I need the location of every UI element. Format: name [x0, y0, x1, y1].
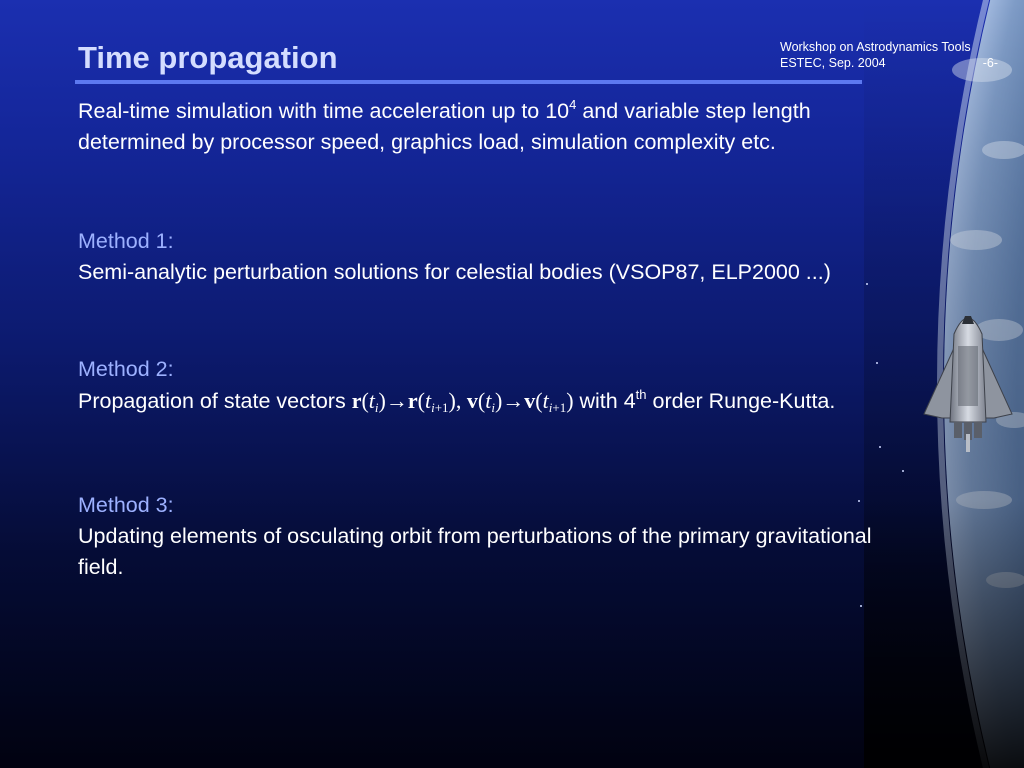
star-decoration: [902, 470, 904, 472]
workshop-name: Workshop on Astrodynamics Tools: [780, 40, 971, 54]
slide-title: Time propagation: [78, 40, 338, 75]
method-2: [78, 354, 888, 417]
method-heading: Method 3:: [78, 493, 174, 517]
intro-exponent: 4: [569, 97, 577, 112]
method-3: [78, 490, 888, 583]
method-text-end: order Runge-Kutta.: [646, 389, 836, 413]
method-heading: Method 2:: [78, 357, 174, 381]
order-superscript: th: [635, 387, 647, 402]
star-decoration: [879, 446, 881, 448]
intro-paragraph: [78, 96, 888, 158]
venue-date: ESTEC, Sep. 2004: [780, 56, 886, 70]
star-decoration: [860, 605, 862, 607]
method-text: Semi-analytic perturbation solutions for celestial bodies (VSOP87, ELP2000 ...): [78, 260, 831, 284]
title-underline: [75, 80, 862, 84]
space-shuttle-image: [918, 304, 1018, 459]
intro-text-continued: and variable step length determined by processor speed, graphics load, simulation complexity etc.: [78, 99, 811, 154]
method-text-continued: with 4: [573, 389, 636, 413]
intro-text: Real-time simulation with time acceleration up to 10: [78, 99, 570, 123]
method-text: Propagation of state vectors: [78, 389, 352, 413]
method-heading: Method 1:: [78, 229, 174, 253]
method-text: Updating elements of osculating orbit from perturbations of the primary gravitational field.: [78, 524, 872, 579]
page-number: -6-: [982, 56, 998, 70]
header-info: [780, 39, 998, 71]
state-vector-formula: $r(t_i)\to r(t_{i+1})$, $v(t_i)\to v(t_{i+1})$: [351, 388, 574, 415]
method-1: [78, 226, 888, 288]
